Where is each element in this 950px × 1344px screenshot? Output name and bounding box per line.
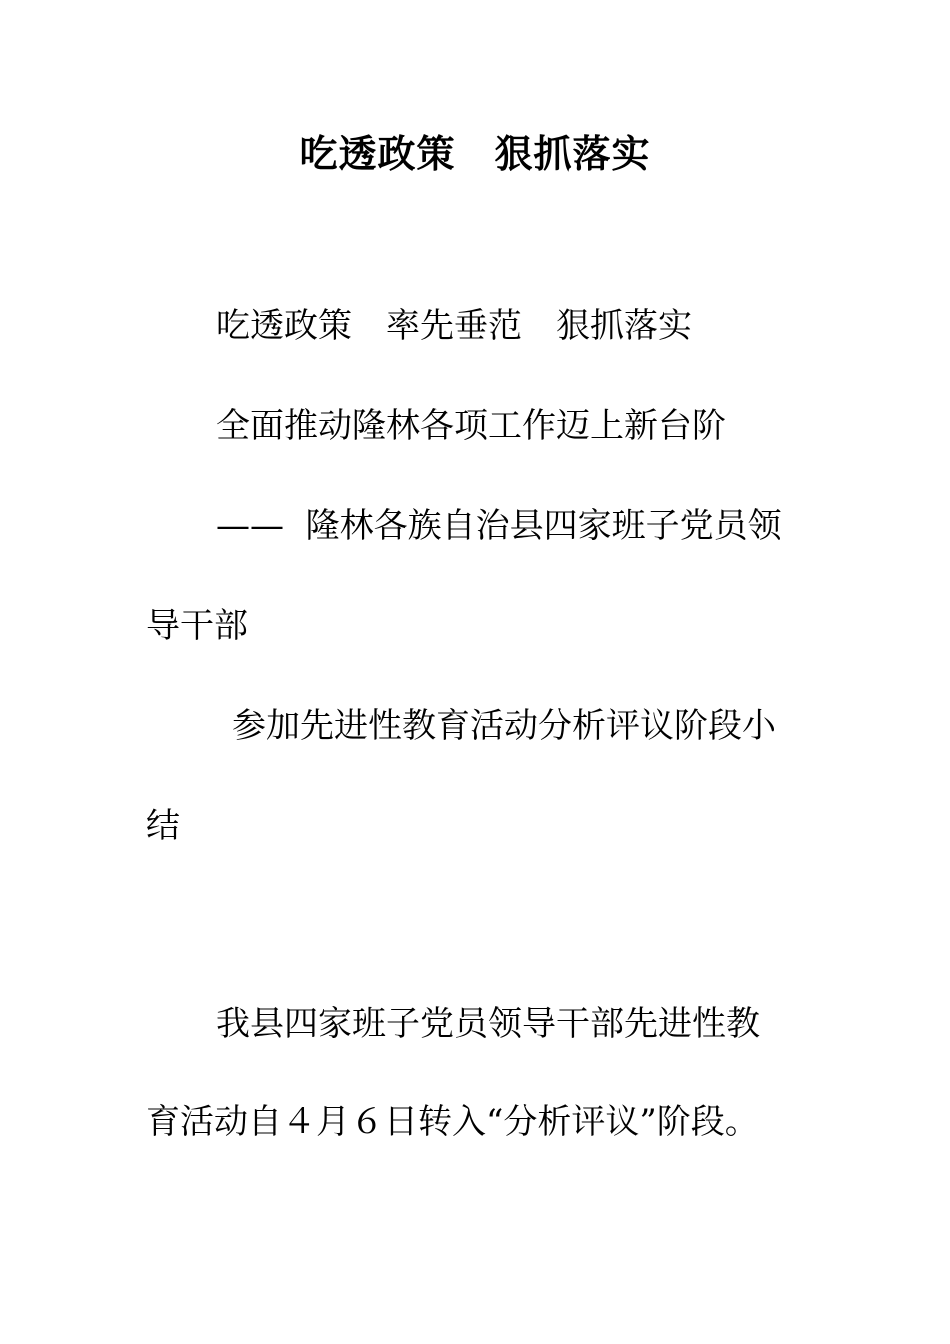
subtitle-line-6: 结: [146, 806, 180, 846]
subtitle-line-4: 导干部: [146, 606, 248, 646]
subtitle-line-3: —— 隆林各族自治县四家班子党员领: [216, 506, 782, 546]
subtitle-line-1: 吃透政策 率先垂范 狠抓落实: [216, 306, 692, 346]
document-title: 吃透政策 狠抓落实: [299, 131, 651, 176]
subtitle-line-2: 全面推动隆林各项工作迈上新台阶: [216, 406, 726, 446]
body-paragraph-line-1: 我县四家班子党员领导干部先进性教: [216, 1004, 760, 1044]
body-paragraph-line-2: 育活动自４月６日转入“分析评议”阶段。: [146, 1102, 759, 1142]
subtitle-line-5: 参加先进性教育活动分析评议阶段小: [232, 706, 776, 746]
